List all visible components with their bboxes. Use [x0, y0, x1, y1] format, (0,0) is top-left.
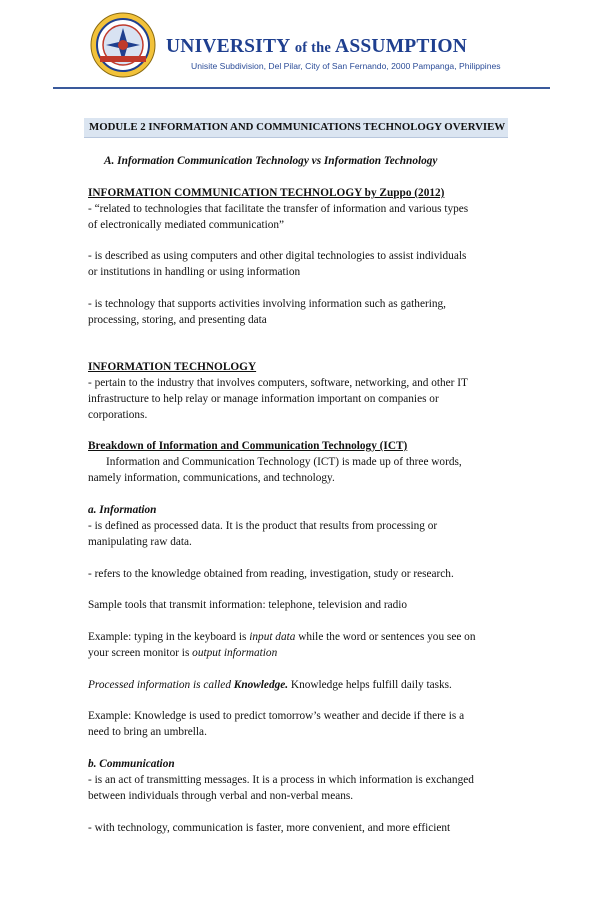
- example-1-output-information: output information: [192, 647, 278, 659]
- ict-bullet-2-line-2: or institutions in handling or using information: [88, 266, 301, 278]
- information-bullet-1-line-1: - is defined as processed data. It is the product that results from processing or: [88, 520, 438, 532]
- communication-bullet-1-line-1: - is an act of transmitting messages. It is a process in which information is exchanged: [88, 774, 474, 786]
- communication-bullet-1-line-2: between individuals through verbal and non-verbal means.: [88, 790, 354, 802]
- communication-heading: b. Communication: [88, 758, 175, 770]
- breakdown-heading: Breakdown of Information and Communication Technology (ICT): [88, 440, 408, 452]
- ict-bullet-2-line-1: - is described as using computers and other digital technologies to assist individuals: [88, 250, 467, 262]
- ict-bullet-1-line-1: - “related to technologies that facilitate the transfer of information and various types: [88, 203, 469, 215]
- university-address: Unisite Subdivision, Del Pilar, City of San Fernando, 2000 Pampanga, Philippines: [191, 61, 501, 71]
- university-name-part2: ASSUMPTION: [335, 36, 468, 57]
- information-tools: Sample tools that transmit information: telephone, television and radio: [88, 599, 408, 611]
- ict-bullet-3-line-2: processing, storing, and presenting data: [88, 314, 267, 326]
- module-title: MODULE 2 INFORMATION AND COMMUNICATIONS TECHNOLOGY OVERVIEW: [89, 121, 506, 133]
- it-heading: INFORMATION TECHNOLOGY: [88, 361, 257, 373]
- information-processed: [88, 677, 452, 693]
- information-bullet-1-line-2: manipulating raw data.: [88, 536, 192, 548]
- it-line-2: infrastructure to help relay or manage information important on companies or: [88, 393, 439, 405]
- ict-bullet-1-line-2: of electronically mediated communication”: [88, 219, 285, 231]
- university-name-part1: UNIVERSITY: [166, 36, 290, 57]
- example-1-text-a: Example: typing in the keyboard is: [88, 631, 250, 643]
- example-1-text-d: your screen monitor is: [88, 647, 193, 659]
- information-example-2-line-1: Example: Knowledge is used to predict tomorrow’s weather and decide if there is a: [88, 710, 465, 722]
- processed-text-c: Knowledge helps fulfill daily tasks.: [288, 679, 452, 691]
- it-line-1: - pertain to the industry that involves computers, software, networking, and other IT: [88, 377, 468, 389]
- ict-bullet-3-line-1: - is technology that supports activities involving information such as gathering,: [88, 298, 446, 310]
- ict-heading: INFORMATION COMMUNICATION TECHNOLOGY by Zuppo (2012): [88, 187, 445, 199]
- processed-knowledge: Knowledge.: [233, 679, 289, 691]
- communication-bullet-2: - with technology, communication is faster, more convenient, and more efficient: [88, 822, 451, 834]
- information-example-1-line-2: [88, 645, 277, 661]
- information-bullet-2: - refers to the knowledge obtained from reading, investigation, study or research.: [88, 568, 454, 580]
- breakdown-line-2: namely information, communications, and technology.: [88, 472, 335, 484]
- header-divider: [53, 87, 550, 89]
- information-example-2-line-2: need to bring an umbrella.: [88, 726, 207, 738]
- example-1-input-data: input data: [249, 631, 296, 643]
- section-a-heading: A. Information Communication Technology vs Information Technology: [104, 155, 438, 167]
- university-name: [166, 36, 467, 58]
- information-heading: a. Information: [88, 504, 157, 516]
- university-seal-logo: [90, 12, 156, 78]
- example-1-text-c: while the word or sentences you see on: [295, 631, 476, 643]
- information-example-1-line-1: [88, 629, 475, 645]
- it-line-3: corporations.: [88, 409, 148, 421]
- breakdown-line-1: Information and Communication Technology (ICT) is made up of three words,: [106, 456, 462, 468]
- university-name-of: of the: [294, 40, 332, 56]
- processed-text-a: Processed information is called: [88, 679, 234, 691]
